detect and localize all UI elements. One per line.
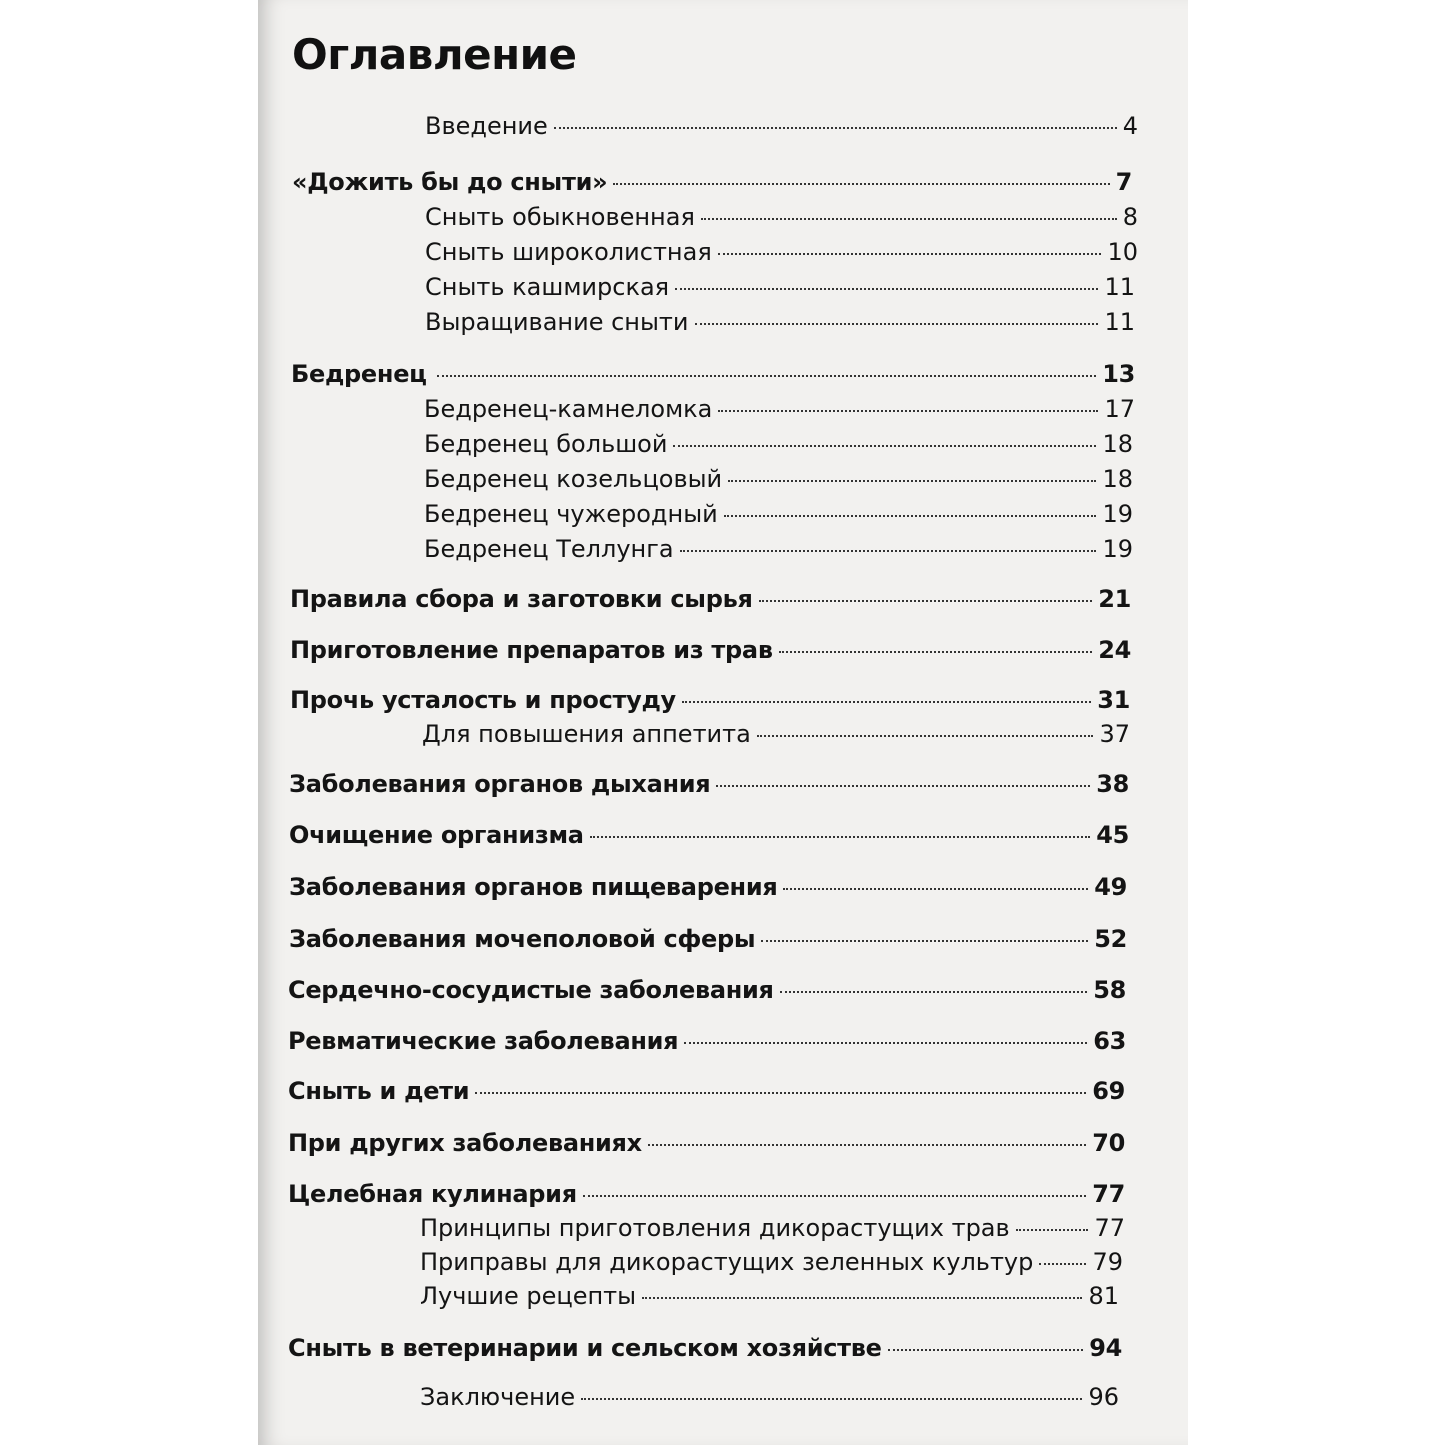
toc-entry-label: Очищение организма bbox=[289, 821, 584, 849]
toc-entry bbox=[289, 770, 1129, 804]
toc-entry-label: Сныть в ветеринарии и сельском хозяйстве bbox=[288, 1334, 882, 1362]
toc-entry-page: 11 bbox=[1104, 308, 1135, 336]
toc-entry-page: 63 bbox=[1093, 1027, 1126, 1055]
toc-leader-dots bbox=[759, 600, 1093, 602]
toc-entry-label: При других заболеваниях bbox=[288, 1129, 642, 1157]
toc-leader-dots bbox=[695, 323, 1099, 325]
toc-entry bbox=[425, 112, 1138, 146]
toc-entry bbox=[420, 1248, 1123, 1282]
toc-entry bbox=[420, 1282, 1119, 1316]
toc-leader-dots bbox=[701, 218, 1117, 220]
toc-entry-label: Сныть кашмирская bbox=[425, 273, 670, 301]
toc-entry-page: 10 bbox=[1107, 238, 1138, 266]
toc-leader-dots bbox=[583, 1195, 1086, 1197]
toc-entry-page: 49 bbox=[1094, 873, 1127, 901]
toc-entry bbox=[422, 720, 1130, 754]
toc-leader-dots bbox=[1016, 1229, 1089, 1231]
toc-entry-page: 94 bbox=[1089, 1334, 1122, 1362]
toc-entry-page: 45 bbox=[1096, 821, 1129, 849]
toc-leader-dots bbox=[718, 410, 1098, 412]
toc-entry bbox=[424, 500, 1133, 534]
toc-entry-label: Правила сбора и заготовки сырья bbox=[290, 585, 753, 613]
toc-leader-dots bbox=[475, 1092, 1086, 1094]
toc-entry bbox=[288, 976, 1126, 1010]
toc-entry-label: Заболевания органов пищеварения bbox=[289, 873, 778, 901]
toc-leader-dots bbox=[888, 1349, 1084, 1351]
toc-entry-label: Приправы для дикорастущих зеленных культур bbox=[420, 1248, 1034, 1276]
toc-leader-dots bbox=[1039, 1263, 1086, 1265]
toc-entry bbox=[425, 308, 1135, 342]
toc-entry-label: Бедренец bbox=[291, 360, 427, 388]
toc-entry-label: Бедренец козельцовый bbox=[424, 465, 723, 493]
toc-entry-page: 79 bbox=[1092, 1248, 1123, 1276]
toc-entry-label: Для повышения аппетита bbox=[422, 720, 751, 748]
toc-leader-dots bbox=[780, 991, 1088, 993]
toc-entry-label: «Дожить бы до сныти» bbox=[292, 168, 608, 196]
toc-entry-page: 7 bbox=[1115, 168, 1132, 196]
toc-entry-page: 4 bbox=[1122, 112, 1138, 140]
toc-leader-dots bbox=[761, 940, 1088, 942]
toc-entry-label: Заболевания органов дыхания bbox=[289, 770, 711, 798]
toc-entry-page: 77 bbox=[1092, 1180, 1125, 1208]
toc-entry bbox=[424, 430, 1133, 464]
toc-entry-page: 81 bbox=[1088, 1282, 1119, 1310]
toc-entry-label: Бедренец большой bbox=[424, 430, 668, 458]
toc-entry-page: 70 bbox=[1092, 1129, 1125, 1157]
toc-entry-label: Приготовление препаратов из трав bbox=[290, 636, 773, 664]
toc-entry bbox=[290, 585, 1131, 619]
toc-entry-page: 96 bbox=[1088, 1383, 1119, 1411]
toc-entry-page: 24 bbox=[1098, 636, 1131, 664]
toc-leader-dots bbox=[724, 515, 1097, 517]
toc-entry bbox=[420, 1383, 1119, 1417]
toc-leader-dots bbox=[673, 445, 1096, 447]
toc-entry-label: Лучшие рецепты bbox=[420, 1282, 637, 1310]
toc-entry-label: Принципы приготовления дикорастущих трав bbox=[420, 1214, 1010, 1242]
toc-entry-label: Сныть и дети bbox=[288, 1077, 470, 1105]
toc-entry-page: 21 bbox=[1098, 585, 1131, 613]
toc-entry-page: 38 bbox=[1096, 770, 1129, 798]
toc-entry bbox=[290, 686, 1130, 720]
toc-entry bbox=[424, 395, 1135, 429]
toc-entry-label: Целебная кулинария bbox=[288, 1180, 577, 1208]
toc-entry-page: 17 bbox=[1104, 395, 1135, 423]
toc-entry bbox=[424, 535, 1133, 569]
toc-entry-label: Заболевания мочеполовой сферы bbox=[289, 925, 756, 953]
toc-entry-page: 31 bbox=[1097, 686, 1130, 714]
toc-entry-page: 58 bbox=[1093, 976, 1126, 1004]
toc-entry-label: Ревматические заболевания bbox=[288, 1027, 679, 1055]
toc-entry-label: Бедренец Теллунга bbox=[424, 535, 674, 563]
toc-entry bbox=[420, 1214, 1125, 1248]
toc-entry bbox=[291, 360, 1135, 394]
toc-leader-dots bbox=[675, 288, 1098, 290]
toc-entry-page: 8 bbox=[1122, 203, 1138, 231]
toc-entry-page: 11 bbox=[1104, 273, 1135, 301]
toc-leader-dots bbox=[648, 1144, 1086, 1146]
toc-entry-label: Сныть обыкновенная bbox=[425, 203, 695, 231]
toc-entry-page: 52 bbox=[1094, 925, 1127, 953]
toc-entry-page: 13 bbox=[1102, 360, 1135, 388]
toc-entry-label: Заключение bbox=[420, 1383, 576, 1411]
toc-entry bbox=[288, 1334, 1122, 1368]
toc-entry-label: Введение bbox=[425, 112, 548, 140]
toc-entry bbox=[424, 465, 1133, 499]
toc-entry-label: Сныть широколистная bbox=[425, 238, 712, 266]
toc-leader-dots bbox=[437, 375, 1096, 377]
toc-entry bbox=[292, 168, 1132, 202]
toc-entry-label: Бедренец чужеродный bbox=[424, 500, 718, 528]
toc-entry-page: 77 bbox=[1094, 1214, 1125, 1242]
toc-entry bbox=[289, 821, 1129, 855]
toc-leader-dots bbox=[554, 127, 1117, 129]
toc-entry bbox=[425, 238, 1138, 272]
toc-leader-dots bbox=[728, 480, 1096, 482]
toc-entry-page: 19 bbox=[1102, 535, 1133, 563]
toc-entry bbox=[288, 1129, 1125, 1163]
toc-entry-page: 18 bbox=[1102, 430, 1133, 458]
toc-entry-page: 37 bbox=[1099, 720, 1130, 748]
toc-leader-dots bbox=[718, 253, 1102, 255]
toc-leader-dots bbox=[682, 701, 1091, 703]
toc-entry bbox=[288, 1027, 1126, 1061]
toc-entry-label: Выращивание сныти bbox=[425, 308, 689, 336]
toc-leader-dots bbox=[779, 651, 1092, 653]
toc-leader-dots bbox=[716, 785, 1090, 787]
toc-leader-dots bbox=[581, 1398, 1082, 1400]
toc-leader-dots bbox=[613, 183, 1109, 185]
toc-leader-dots bbox=[590, 836, 1090, 838]
toc-entry bbox=[425, 273, 1135, 307]
toc-entry-label: Сердечно-сосудистые заболевания bbox=[288, 976, 774, 1004]
toc-entry bbox=[288, 1077, 1125, 1111]
toc-leader-dots bbox=[783, 888, 1088, 890]
toc-leader-dots bbox=[642, 1297, 1082, 1299]
toc-leader-dots bbox=[684, 1042, 1087, 1044]
toc-entry bbox=[289, 873, 1127, 907]
toc-entry-label: Прочь усталость и простуду bbox=[290, 686, 676, 714]
toc-entry-page: 69 bbox=[1092, 1077, 1125, 1105]
toc-entry bbox=[290, 636, 1131, 670]
toc-leader-dots bbox=[757, 735, 1094, 737]
toc-entry bbox=[425, 203, 1138, 237]
toc-leader-dots bbox=[680, 550, 1097, 552]
toc-entry bbox=[289, 925, 1127, 959]
toc-entry-page: 18 bbox=[1102, 465, 1133, 493]
page-title: Оглавление bbox=[292, 30, 577, 79]
toc-entry-label: Бедренец-камнеломка bbox=[424, 395, 713, 423]
toc-entry bbox=[288, 1180, 1125, 1214]
toc-entry-page: 19 bbox=[1102, 500, 1133, 528]
